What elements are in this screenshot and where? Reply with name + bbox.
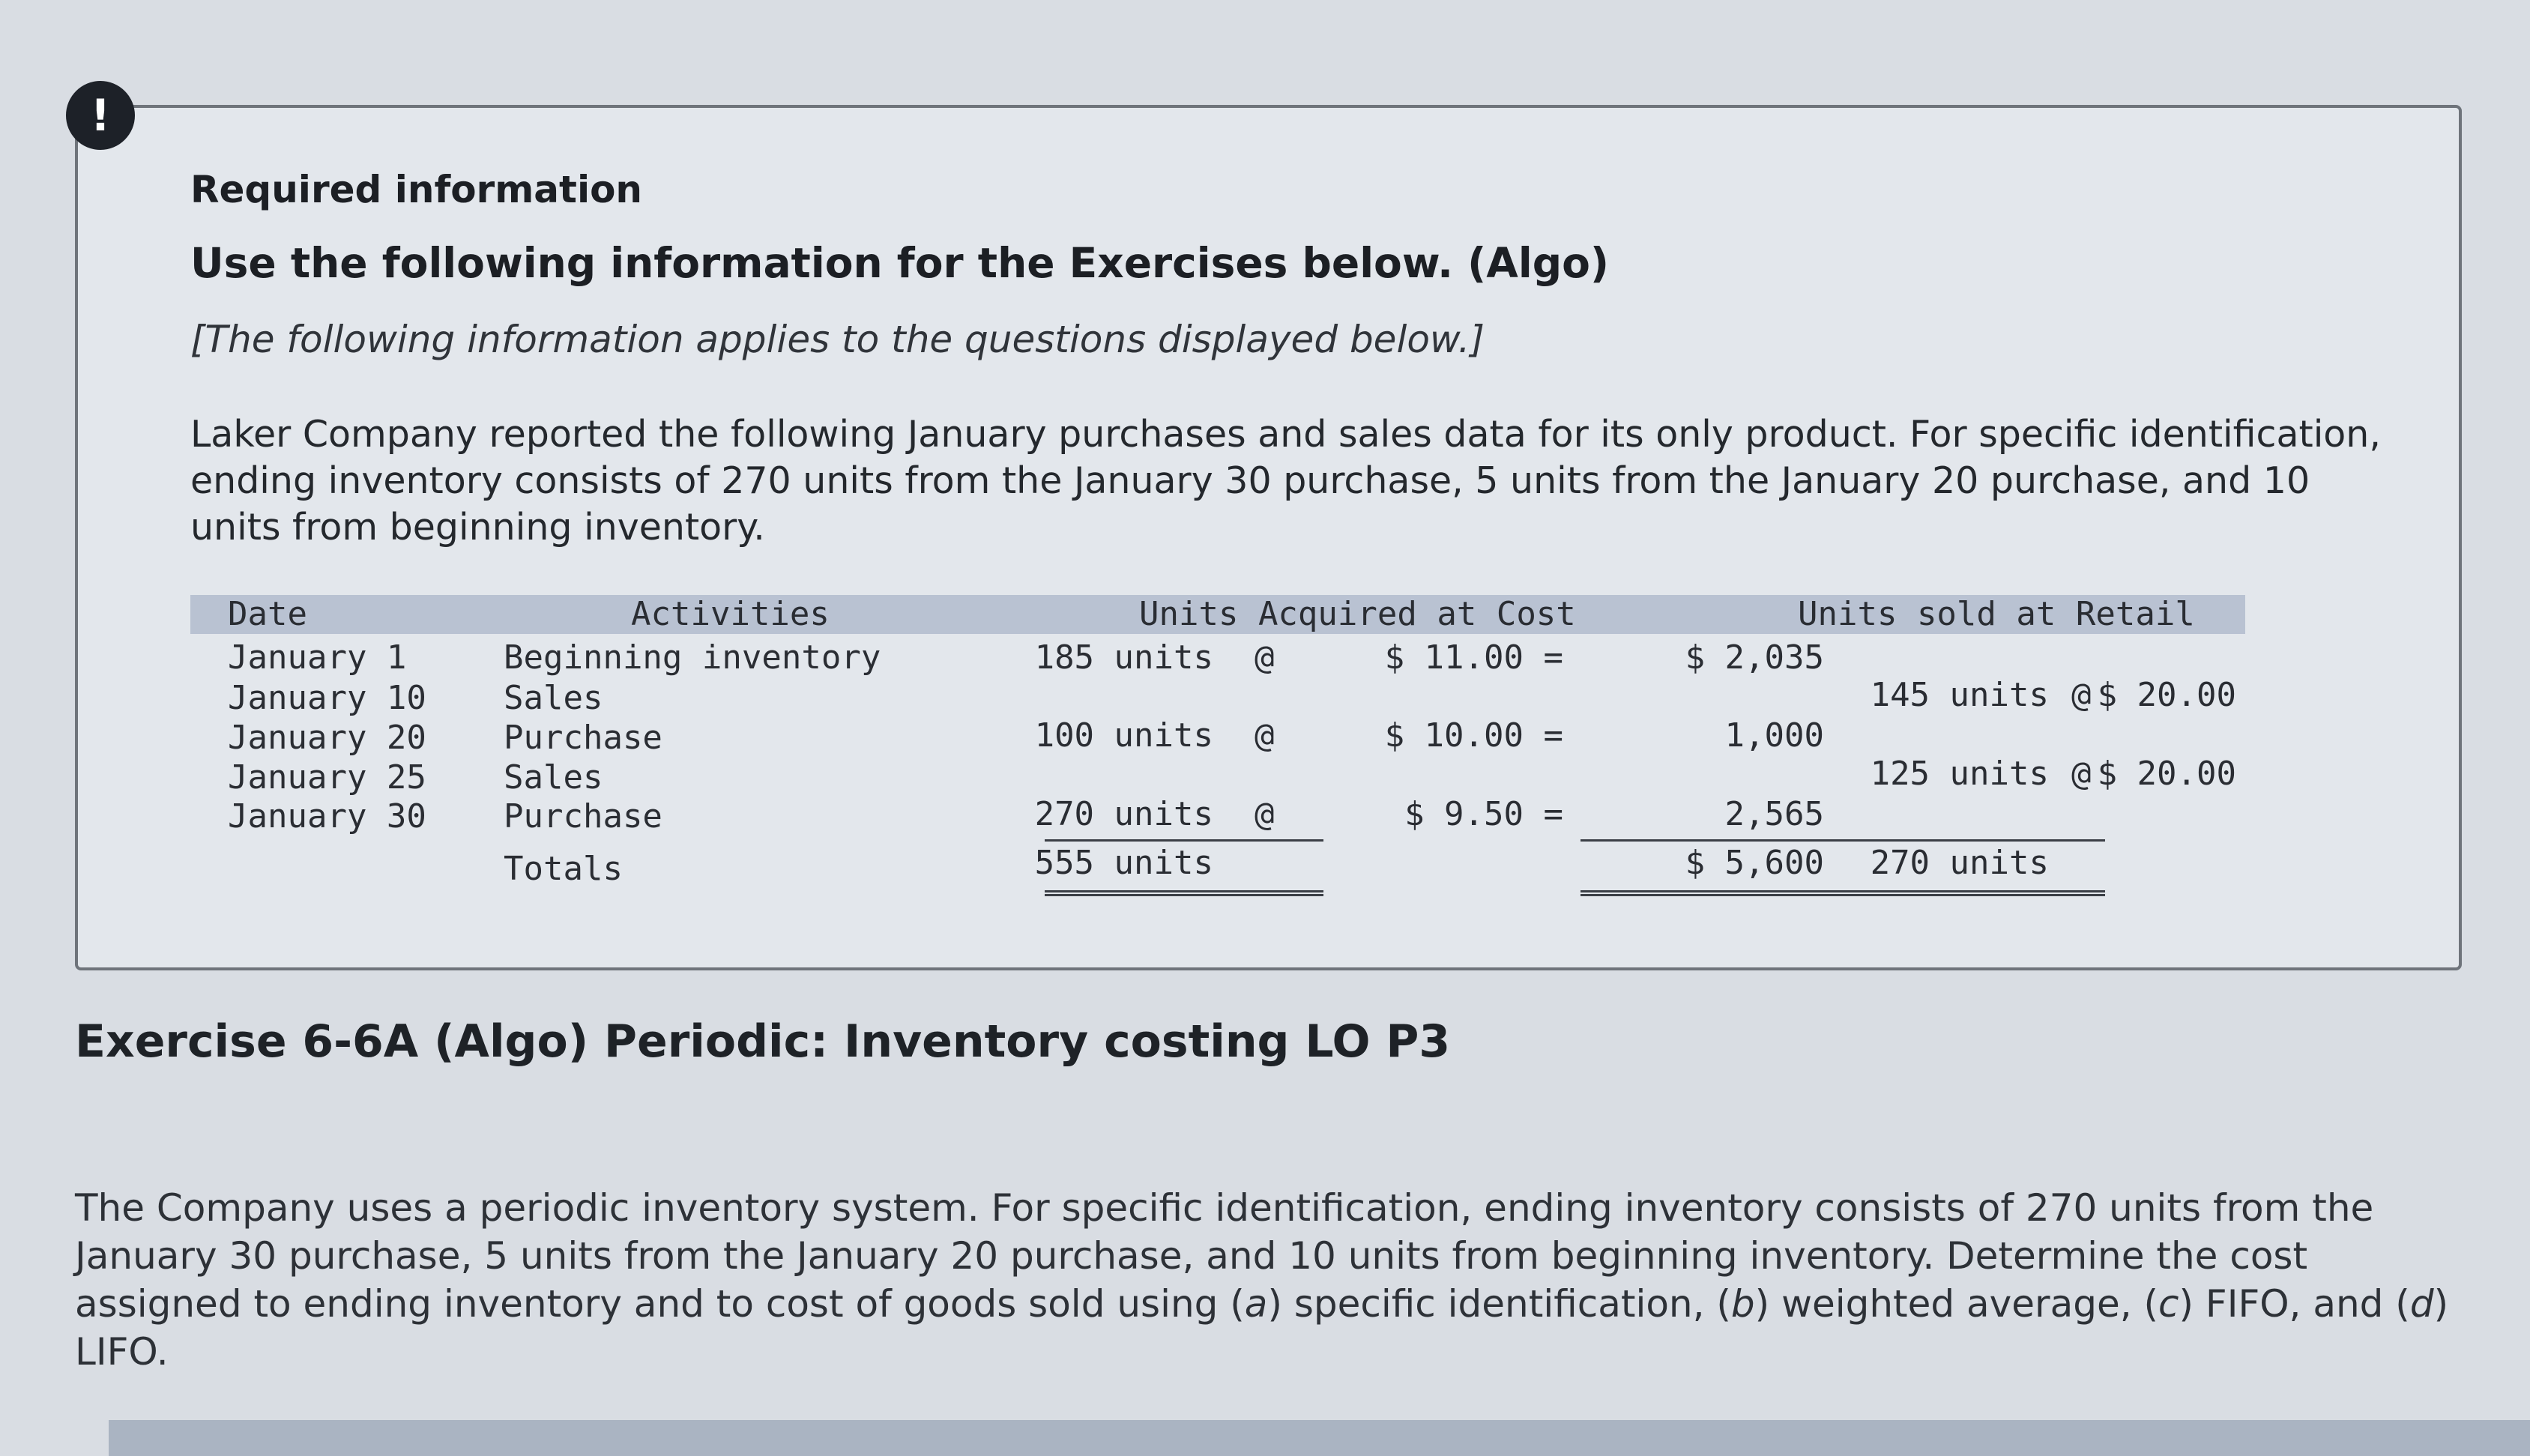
exercise-text: ) LIFO. bbox=[75, 1282, 2449, 1374]
table-row-activity: Beginning inventory bbox=[504, 638, 881, 677]
table-row-date: January 1 bbox=[228, 638, 407, 677]
option-a-letter: a bbox=[1244, 1282, 1268, 1326]
table-row-date: January 10 bbox=[228, 679, 426, 717]
table-row-acq-cost: $ 10.00 = bbox=[1384, 716, 1563, 755]
table-row-acq-cost: $ 9.50 = bbox=[1404, 795, 1563, 833]
header-activities: Activities bbox=[631, 595, 830, 633]
totals-sold-units: 270 units bbox=[1870, 844, 2049, 882]
table-row-date: January 30 bbox=[228, 797, 426, 836]
table-row-date: January 20 bbox=[228, 719, 426, 757]
table-row-acq-total: $ 2,035 bbox=[1685, 638, 1824, 677]
bottom-toolbar bbox=[109, 1420, 2530, 1456]
exercise-text: The Company uses a periodic inventory system. For specific identification, ending inventory consists of 270 units from the January 30 purchase, 5 units from the January 20 purchase, and 10 units from beginning inventory. Determine the cost assigned to ending inventory and to cost of goods sold using ( bbox=[75, 1186, 2374, 1326]
inventory-table bbox=[190, 595, 2364, 1015]
table-row-acq-total: 2,565 bbox=[1724, 795, 1824, 833]
table-row-sold-price: $ 20.00 bbox=[2097, 676, 2236, 714]
table-row-acq-at: @ bbox=[1255, 716, 1275, 755]
use-following-heading: Use the following information for the Exercises below. (Algo) bbox=[190, 239, 1610, 287]
totals-acq-units: 555 units bbox=[1034, 844, 1213, 882]
table-row-acq-at: @ bbox=[1255, 795, 1275, 833]
cost-total-double-rule bbox=[1581, 890, 2105, 902]
cost-subtotal-rule bbox=[1581, 839, 2105, 842]
totals-label: Totals bbox=[504, 850, 623, 888]
units-subtotal-rule bbox=[1045, 839, 1323, 842]
alert-icon: ! bbox=[66, 81, 135, 150]
applies-note: [The following information applies to the questions displayed below.] bbox=[190, 318, 1485, 361]
units-total-double-rule bbox=[1045, 890, 1323, 902]
option-c-letter: c bbox=[2158, 1282, 2179, 1326]
table-row-acq-at: @ bbox=[1255, 638, 1275, 677]
exercise-text: ) specific identification, ( bbox=[1267, 1282, 1731, 1326]
header-units-acquired: Units Acquired at Cost bbox=[1139, 595, 1576, 633]
table-row-sold-units: 125 units bbox=[1870, 755, 2049, 793]
required-information-panel bbox=[75, 105, 2462, 970]
table-row-date: January 25 bbox=[228, 758, 426, 797]
header-date: Date bbox=[228, 595, 307, 633]
table-row-sold-at: @ bbox=[2071, 676, 2092, 714]
table-row-activity: Purchase bbox=[504, 797, 662, 836]
exercise-text: ) weighted average, ( bbox=[1754, 1282, 2159, 1326]
option-b-letter: b bbox=[1730, 1282, 1755, 1326]
totals-acq-total: $ 5,600 bbox=[1685, 844, 1824, 882]
table-row-activity: Sales bbox=[504, 679, 603, 717]
required-info-title: Required information bbox=[190, 168, 643, 211]
table-row-sold-at: @ bbox=[2071, 755, 2092, 793]
table-row-acq-units: 100 units bbox=[1034, 716, 1213, 755]
table-row-acq-total: 1,000 bbox=[1724, 716, 1824, 755]
table-row-acq-units: 270 units bbox=[1034, 795, 1213, 833]
table-row-acq-units: 185 units bbox=[1034, 638, 1213, 677]
exercise-instructions bbox=[75, 1184, 2458, 1376]
table-row-acq-cost: $ 11.00 = bbox=[1384, 638, 1563, 677]
exercise-title: Exercise 6-6A (Algo) Periodic: Inventory costing LO P3 bbox=[75, 1015, 1451, 1068]
table-row-activity: Purchase bbox=[504, 719, 662, 757]
option-d-letter: d bbox=[2409, 1282, 2434, 1326]
table-row-sold-price: $ 20.00 bbox=[2097, 755, 2236, 793]
table-row-sold-units: 145 units bbox=[1870, 676, 2049, 714]
exercise-text: ) FIFO, and ( bbox=[2179, 1282, 2410, 1326]
table-row-activity: Sales bbox=[504, 758, 603, 797]
header-units-sold: Units sold at Retail bbox=[1798, 595, 2195, 633]
intro-paragraph: Laker Company reported the following January purchases and sales data for its only product. For specific identification, ending inventory consists of 270 units from the January 30 purchase, 5 units from the January 20 purchase, and 10 units from beginning inventory. bbox=[190, 413, 2381, 549]
